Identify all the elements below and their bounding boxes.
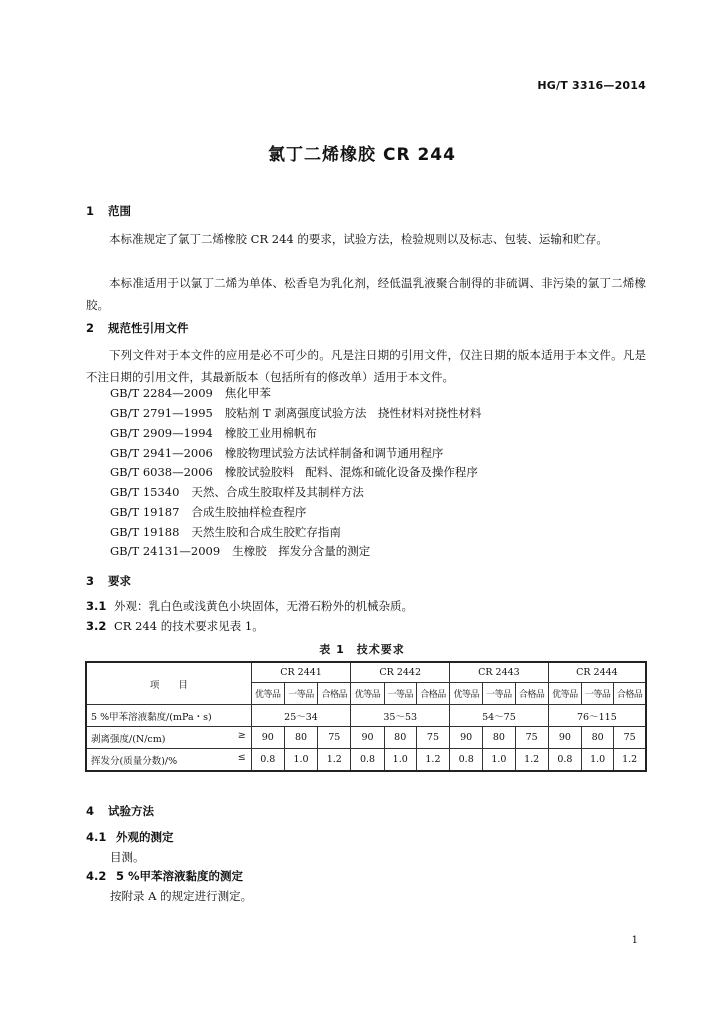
- table-cell: 1.2: [318, 749, 351, 772]
- table-cell: 1.2: [416, 749, 449, 772]
- section-4-heading: [86, 803, 154, 819]
- clause-number: 4.2: [86, 869, 107, 883]
- row-label: 剥离强度/(N/cm) ≥: [86, 727, 251, 749]
- clause-text: 外观：乳白色或浅黄色小块固体，无滑石粉外的机械杂质。: [114, 599, 413, 613]
- level-header: 合格品: [614, 683, 646, 705]
- reference-item: [110, 484, 364, 500]
- table-cell: 54～75: [450, 705, 549, 727]
- table-cell: 90: [450, 727, 483, 749]
- table-cell: 75: [515, 727, 548, 749]
- table-cell: 80: [284, 727, 317, 749]
- reference-item: [110, 524, 341, 540]
- reference-title: 天然、合成生胶取样及其制样方法: [191, 485, 364, 499]
- reference-item: [110, 543, 370, 559]
- table-cell: 80: [582, 727, 614, 749]
- table-cell: 25～34: [251, 705, 351, 727]
- reference-title: 胶粘剂 T 剥离强度试验方法 挠性材料对挠性材料: [224, 406, 482, 420]
- clause-4-2-text: 按附录 A 的规定进行测定。: [110, 889, 253, 903]
- row-label: 5 %甲苯溶液黏度/(mPa・s): [86, 705, 251, 727]
- reference-code: GB/T 19188: [110, 525, 180, 539]
- table-cell: 1.0: [384, 749, 416, 772]
- level-header: 优等品: [450, 683, 483, 705]
- section-title: 要求: [108, 574, 131, 588]
- level-header: 优等品: [351, 683, 384, 705]
- table-cell: 0.8: [450, 749, 483, 772]
- document-title: 氯丁二烯橡胶 CR 244: [268, 145, 456, 165]
- section-title: 试验方法: [108, 804, 154, 818]
- clause-number: 4.1: [86, 830, 107, 844]
- level-header: 一等品: [384, 683, 416, 705]
- reference-item: [110, 425, 317, 441]
- grade-header: CR 2444: [548, 662, 646, 683]
- section-title: 规范性引用文件: [108, 321, 189, 335]
- reference-item: [110, 445, 443, 461]
- reference-code: GB/T 15340: [110, 485, 180, 499]
- standard-code: HG/T 3316—2014: [537, 79, 646, 92]
- reference-item: [110, 504, 306, 520]
- level-header: 一等品: [284, 683, 317, 705]
- table-header-row: [86, 662, 646, 683]
- section-number: 3: [86, 574, 95, 588]
- clause-number: 3.1: [86, 599, 107, 613]
- table-cell: 76～115: [548, 705, 646, 727]
- reference-title: 天然生胶和合成生胶贮存指南: [191, 525, 341, 539]
- reference-code: GB/T 2909—1994: [110, 426, 213, 440]
- clause-4-1-text: 目测。: [110, 850, 145, 864]
- section-1-paragraph-1: 本标准规定了氯丁二烯橡胶 CR 244 的要求，试验方法，检验规则以及标志、包装、运输和贮存。: [109, 232, 608, 246]
- reference-code: GB/T 6038—2006: [110, 465, 213, 479]
- table-cell: 1.2: [614, 749, 646, 772]
- comparison-symbol: ≤: [237, 752, 246, 763]
- reference-item: [110, 405, 481, 421]
- clause-text: CR 244 的技术要求见表 1。: [114, 619, 264, 633]
- table-cell: 90: [351, 727, 384, 749]
- table-cell: 1.0: [483, 749, 515, 772]
- reference-code: GB/T 24131—2009: [110, 544, 221, 558]
- level-header: 一等品: [582, 683, 614, 705]
- table-row: [86, 705, 646, 727]
- section-title: 范围: [108, 204, 131, 218]
- section-2-heading: [86, 320, 189, 336]
- row-label: 挥发分(质量分数)/% ≤: [86, 749, 251, 772]
- grade-header: CR 2442: [351, 662, 450, 683]
- table-cell: 75: [416, 727, 449, 749]
- section-number: 1: [86, 204, 95, 218]
- level-header: 合格品: [416, 683, 449, 705]
- table-row: [86, 727, 646, 749]
- section-1-paragraph-2: 本标准适用于以氯丁二烯为单体、松香皂为乳化剂，经低温乳液聚合制得的非硫调、非污染的氯丁二烯橡胶。: [86, 276, 646, 312]
- table-cell: 0.8: [548, 749, 581, 772]
- table-cell: 0.8: [251, 749, 284, 772]
- clause-4-2-heading: [86, 868, 243, 884]
- table-cell: 1.2: [515, 749, 548, 772]
- clause-title: 5 %甲苯溶液黏度的测定: [116, 869, 244, 883]
- reference-title: 生橡胶 挥发分含量的测定: [232, 544, 371, 558]
- table-cell: 75: [318, 727, 351, 749]
- table-cell: 90: [548, 727, 581, 749]
- clause-3-1: [86, 598, 413, 614]
- table-caption: 表 1 技术要求: [319, 643, 405, 656]
- technical-requirements-table: [85, 661, 647, 772]
- table-cell: 35～53: [351, 705, 450, 727]
- reference-code: GB/T 2284—2009: [110, 386, 213, 400]
- reference-title: 焦化甲苯: [224, 386, 271, 400]
- clause-number: 3.2: [86, 619, 107, 633]
- clause-3-2: [86, 618, 264, 634]
- clause-title: 外观的测定: [116, 830, 174, 844]
- reference-code: GB/T 2941—2006: [110, 446, 213, 460]
- level-header: 合格品: [318, 683, 351, 705]
- table-cell: 90: [251, 727, 284, 749]
- comparison-symbol: ≥: [237, 730, 246, 741]
- level-header: 优等品: [548, 683, 581, 705]
- table-cell: 75: [614, 727, 646, 749]
- section-2-paragraph: 下列文件对于本文件的应用是必不可少的。凡是注日期的引用文件，仅注日期的版本适用于本文件。凡是不注日期的引用文件，其最新版本（包括所有的修改单）适用于本文件。: [86, 348, 646, 384]
- table-cell: 1.0: [284, 749, 317, 772]
- table-cell: 80: [483, 727, 515, 749]
- clause-4-1-heading: [86, 829, 174, 845]
- table-cell: 0.8: [351, 749, 384, 772]
- section-number: 2: [86, 321, 95, 335]
- reference-title: 橡胶试验胶料 配料、混炼和硫化设备及操作程序: [224, 465, 478, 479]
- page-number: 1: [631, 935, 638, 946]
- reference-code: GB/T 19187: [110, 505, 180, 519]
- table-row: [86, 749, 646, 772]
- item-header: 项 目: [86, 662, 251, 705]
- grade-header: CR 2441: [251, 662, 351, 683]
- reference-item: [110, 464, 478, 480]
- level-header: 优等品: [251, 683, 284, 705]
- table-cell: 1.0: [582, 749, 614, 772]
- section-1-heading: [86, 203, 131, 219]
- reference-title: 橡胶物理试验方法试样制备和调节通用程序: [224, 446, 444, 460]
- reference-title: 合成生胶抽样检查程序: [191, 505, 307, 519]
- reference-item: [110, 385, 271, 401]
- table-cell: 80: [384, 727, 416, 749]
- reference-code: GB/T 2791—1995: [110, 406, 213, 420]
- reference-title: 橡胶工业用棉帆布: [224, 426, 317, 440]
- section-number: 4: [86, 804, 95, 818]
- grade-header: CR 2443: [450, 662, 549, 683]
- level-header: 一等品: [483, 683, 515, 705]
- section-3-heading: [86, 573, 131, 589]
- level-header: 合格品: [515, 683, 548, 705]
